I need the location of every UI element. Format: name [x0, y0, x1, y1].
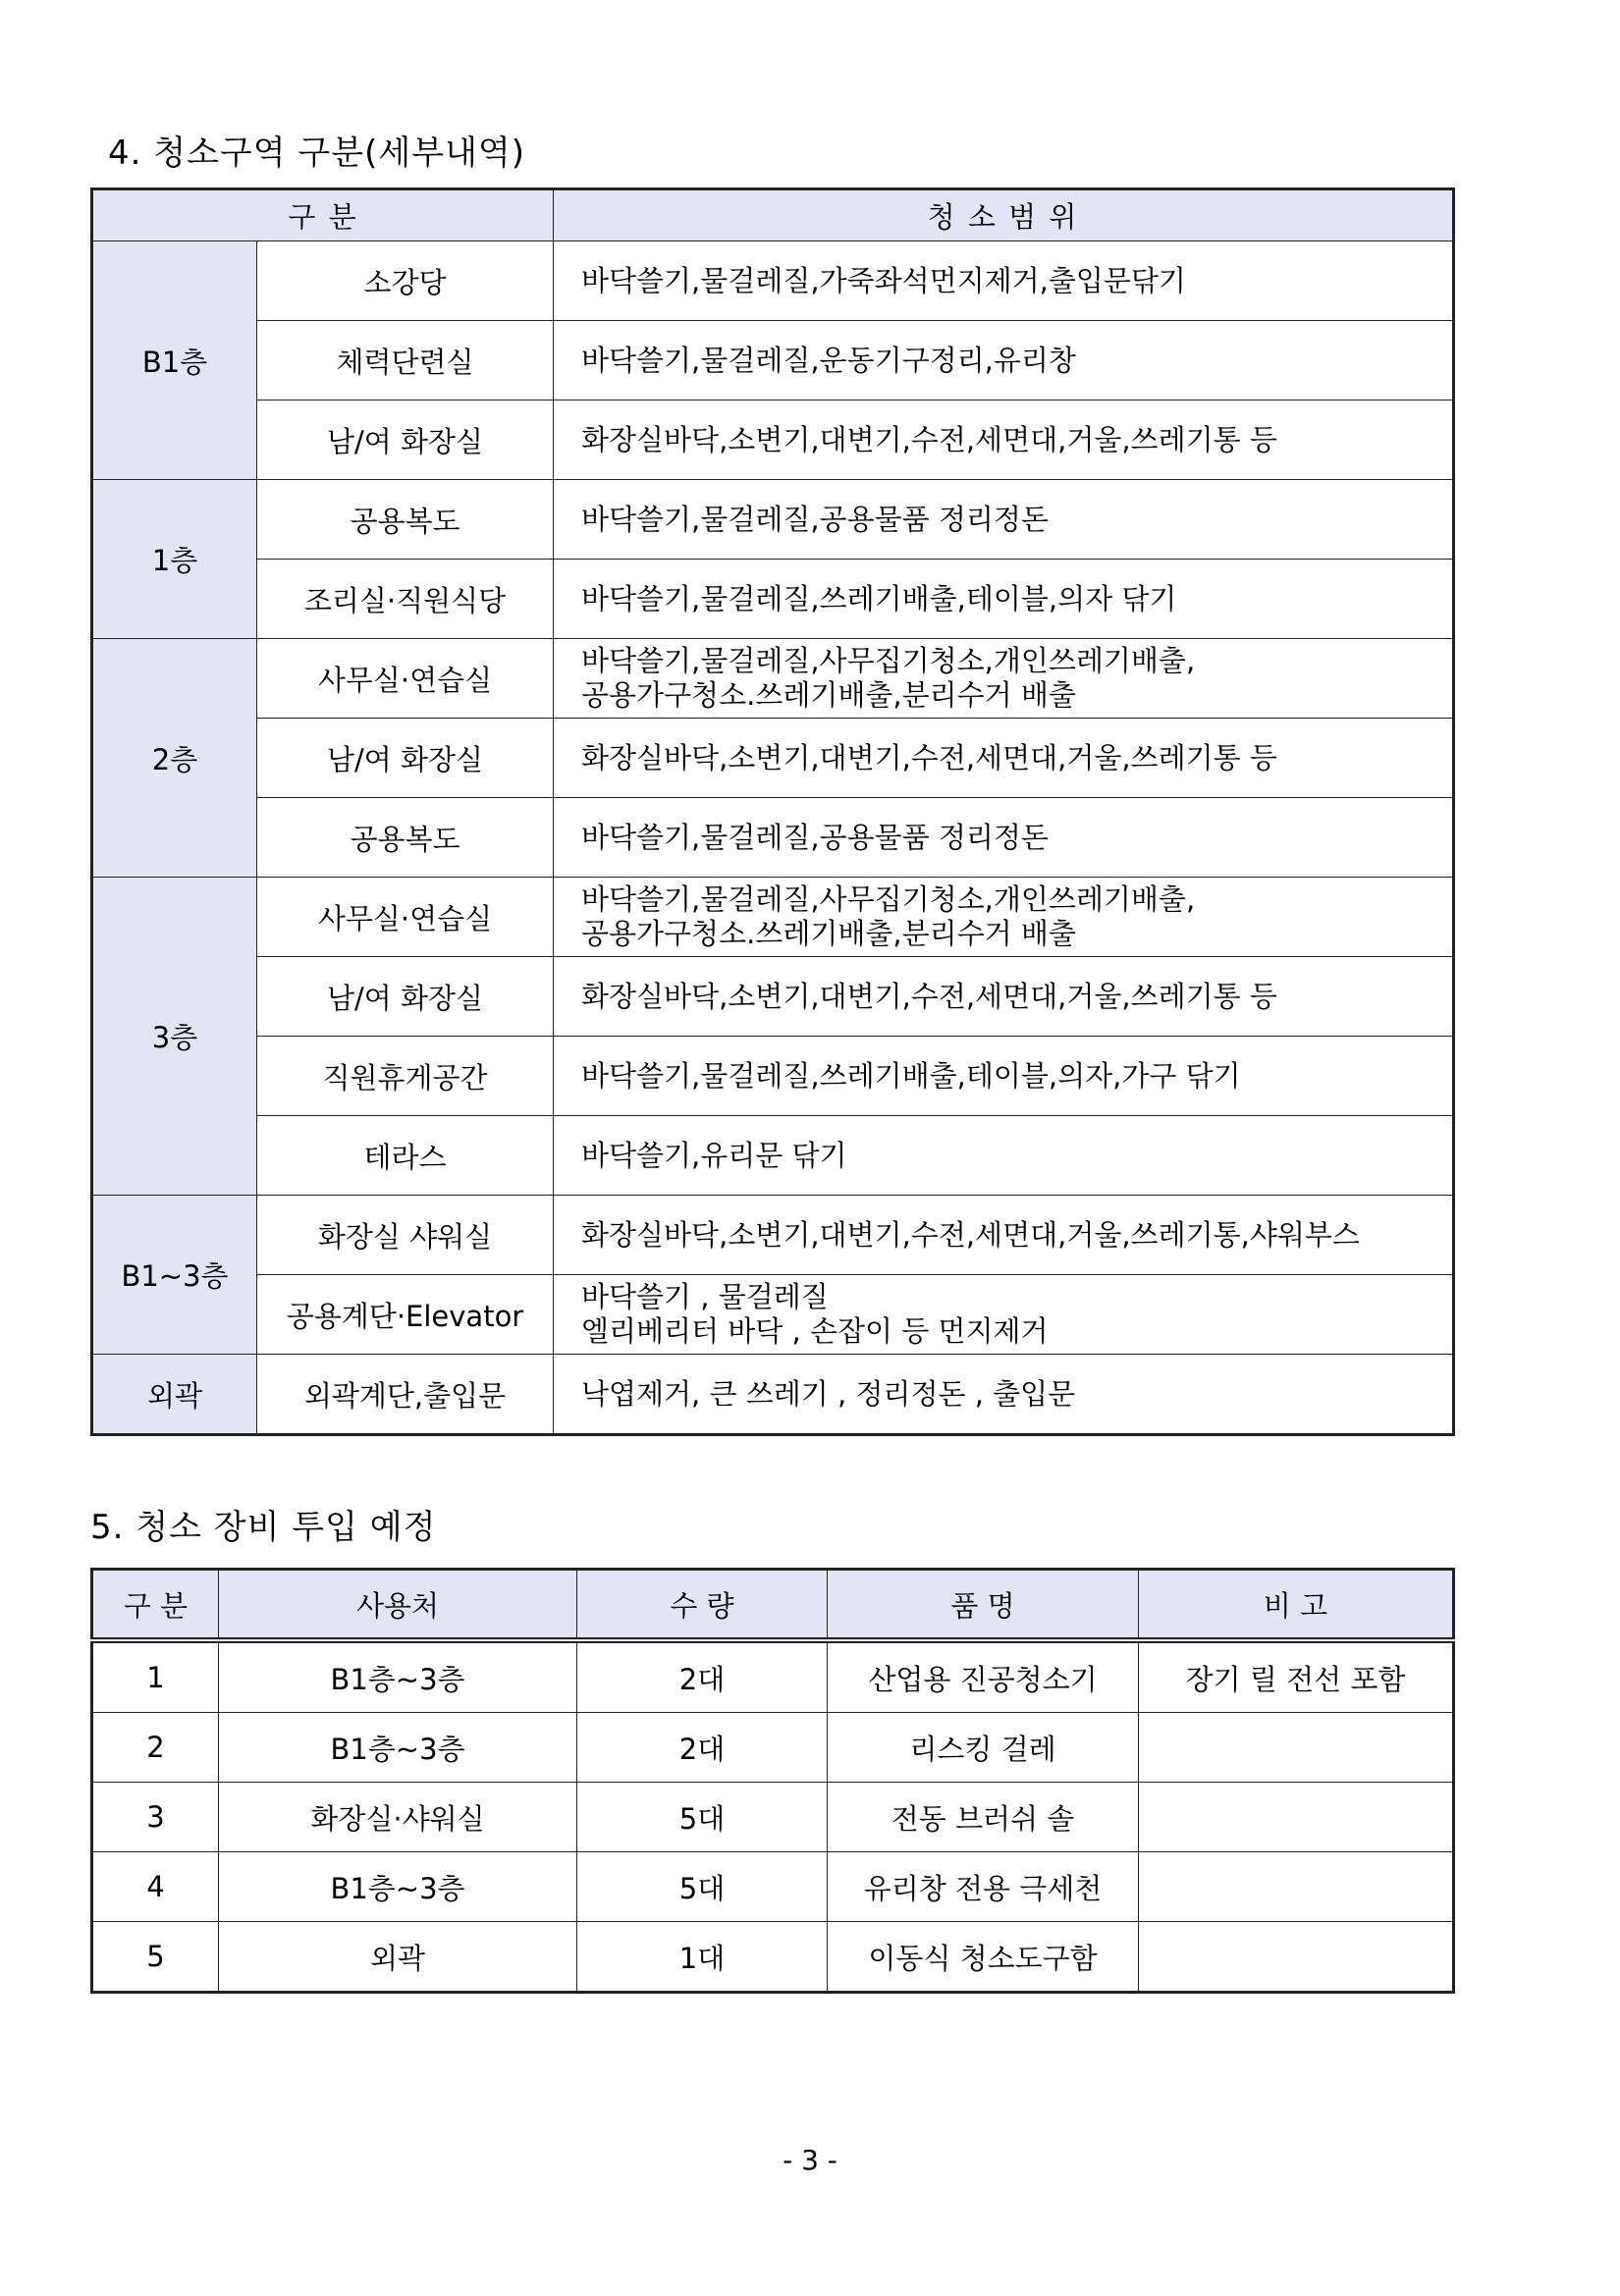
- note-cell: [1139, 1852, 1454, 1922]
- table-row: [92, 321, 1454, 400]
- area-cell: 남/여 화장실: [257, 400, 554, 480]
- table-row: [92, 1852, 1454, 1922]
- location-cell: 외곽: [219, 1922, 577, 1993]
- quantity-cell: 2대: [577, 1640, 828, 1713]
- scope-cell: 화장실바닥,소변기,대변기,수전,세면대,거울,쓰레기통,샤워부스: [554, 1196, 1454, 1275]
- table-row: [92, 1116, 1454, 1196]
- table-row: [92, 1196, 1454, 1275]
- scope-line: 바닥쓸기 , 물걸레질: [581, 1280, 829, 1314]
- header-category: 구 분: [92, 189, 554, 241]
- page-number: - 3 -: [783, 2144, 837, 2176]
- no-cell: 3: [92, 1783, 219, 1852]
- location-cell: 화장실·샤워실: [219, 1783, 577, 1852]
- scope-cell: [554, 1275, 1454, 1355]
- equipment-table: [90, 1568, 1455, 1994]
- scope-cell: 바닥쓸기,물걸레질,가죽좌석먼지제거,출입문닦기: [554, 241, 1454, 321]
- header-quantity: 수 량: [577, 1570, 828, 1641]
- table-row: [92, 878, 1454, 957]
- item-cell: 전동 브러쉬 솔: [828, 1783, 1139, 1852]
- scope-cell: 바닥쓸기,물걸레질,공용물품 정리정돈: [554, 480, 1454, 560]
- section-4-title: 4. 청소구역 구분(세부내역): [108, 133, 526, 173]
- scope-line: 공용가구청소.쓰레기배출,분리수거 배출: [581, 917, 1076, 950]
- area-cell: 사무실·연습실: [257, 878, 554, 957]
- table-row: [92, 1355, 1454, 1435]
- scope-cell: 바닥쓸기,물걸레질,운동기구정리,유리창: [554, 321, 1454, 400]
- scope-line: 공용가구청소.쓰레기배출,분리수거 배출: [581, 678, 1076, 712]
- area-cell: 외곽계단,출입문: [257, 1355, 554, 1435]
- note-cell: 장기 릴 전선 포함: [1139, 1640, 1454, 1713]
- header-no: 구 분: [92, 1570, 219, 1641]
- floor-cell: B1층: [92, 241, 257, 480]
- area-cell: 테라스: [257, 1116, 554, 1196]
- table-header-row: [92, 189, 1454, 241]
- scope-cell: 화장실바닥,소변기,대변기,수전,세면대,거울,쓰레기통 등: [554, 719, 1454, 798]
- item-cell: 유리창 전용 극세천: [828, 1852, 1139, 1922]
- quantity-cell: 2대: [577, 1713, 828, 1783]
- table-row: [92, 1640, 1454, 1713]
- table-row: [92, 639, 1454, 719]
- table-row: [92, 798, 1454, 878]
- table-row: [92, 480, 1454, 560]
- area-cell: 소강당: [257, 241, 554, 321]
- table-row: [92, 1713, 1454, 1783]
- floor-cell: 외곽: [92, 1355, 257, 1435]
- table-row: [92, 957, 1454, 1037]
- area-cell: 사무실·연습실: [257, 639, 554, 719]
- table-row: [92, 241, 1454, 321]
- scope-cell: 바닥쓸기,물걸레질,쓰레기배출,테이블,의자,가구 닦기: [554, 1037, 1454, 1116]
- area-cell: 남/여 화장실: [257, 719, 554, 798]
- area-cell: 조리실·직원식당: [257, 560, 554, 639]
- note-cell: [1139, 1922, 1454, 1993]
- scope-line: 바닥쓸기,물걸레질,사무집기청소,개인쓰레기배출,: [581, 882, 1196, 917]
- section-5-title: 5. 청소 장비 투입 예정: [90, 1508, 437, 1547]
- scope-line: 바닥쓸기,물걸레질,사무집기청소,개인쓰레기배출,: [581, 644, 1196, 678]
- header-location: 사용처: [219, 1570, 577, 1641]
- quantity-cell: 5대: [577, 1783, 828, 1852]
- area-cell: 공용복도: [257, 798, 554, 878]
- no-cell: 1: [92, 1640, 219, 1713]
- floor-cell: B1~3층: [92, 1196, 257, 1355]
- table-row: [92, 1037, 1454, 1116]
- note-cell: [1139, 1783, 1454, 1852]
- header-note: 비 고: [1139, 1570, 1454, 1641]
- scope-cell: 바닥쓸기,물걸레질,공용물품 정리정돈: [554, 798, 1454, 878]
- area-cell: 남/여 화장실: [257, 957, 554, 1037]
- note-cell: [1139, 1713, 1454, 1783]
- floor-cell: 1층: [92, 480, 257, 639]
- no-cell: 2: [92, 1713, 219, 1783]
- table-row: [92, 1922, 1454, 1993]
- table-row: [92, 1783, 1454, 1852]
- floor-cell: 2층: [92, 639, 257, 878]
- table-header-row: [92, 1570, 1454, 1641]
- table-row: [92, 1275, 1454, 1355]
- table-row: [92, 560, 1454, 639]
- scope-cell: 화장실바닥,소변기,대변기,수전,세면대,거울,쓰레기통 등: [554, 957, 1454, 1037]
- location-cell: B1층~3층: [219, 1852, 577, 1922]
- table-row: [92, 400, 1454, 480]
- cleaning-zone-table: [90, 187, 1455, 1436]
- area-cell: 공용복도: [257, 480, 554, 560]
- scope-cell: 바닥쓸기,유리문 닦기: [554, 1116, 1454, 1196]
- scope-cell: [554, 878, 1454, 957]
- scope-line: 엘리베리터 바닥 , 손잡이 등 먼지제거: [581, 1314, 1049, 1348]
- quantity-cell: 5대: [577, 1852, 828, 1922]
- scope-cell: 낙엽제거, 큰 쓰레기 , 정리정돈 , 출입문: [554, 1355, 1454, 1435]
- header-scope: 청 소 범 위: [554, 189, 1454, 241]
- location-cell: B1층~3층: [219, 1713, 577, 1783]
- item-cell: 이동식 청소도구함: [828, 1922, 1139, 1993]
- floor-cell: 3층: [92, 878, 257, 1196]
- item-cell: 리스킹 걸레: [828, 1713, 1139, 1783]
- table-row: [92, 719, 1454, 798]
- no-cell: 5: [92, 1922, 219, 1993]
- no-cell: 4: [92, 1852, 219, 1922]
- header-item: 품 명: [828, 1570, 1139, 1641]
- area-cell: 체력단련실: [257, 321, 554, 400]
- scope-cell: [554, 639, 1454, 719]
- scope-cell: 바닥쓸기,물걸레질,쓰레기배출,테이블,의자 닦기: [554, 560, 1454, 639]
- area-cell: 화장실 샤워실: [257, 1196, 554, 1275]
- location-cell: B1층~3층: [219, 1640, 577, 1713]
- quantity-cell: 1대: [577, 1922, 828, 1993]
- area-cell: 직원휴게공간: [257, 1037, 554, 1116]
- scope-cell: 화장실바닥,소변기,대변기,수전,세면대,거울,쓰레기통 등: [554, 400, 1454, 480]
- item-cell: 산업용 진공청소기: [828, 1640, 1139, 1713]
- area-cell: 공용계단·Elevator: [257, 1275, 554, 1355]
